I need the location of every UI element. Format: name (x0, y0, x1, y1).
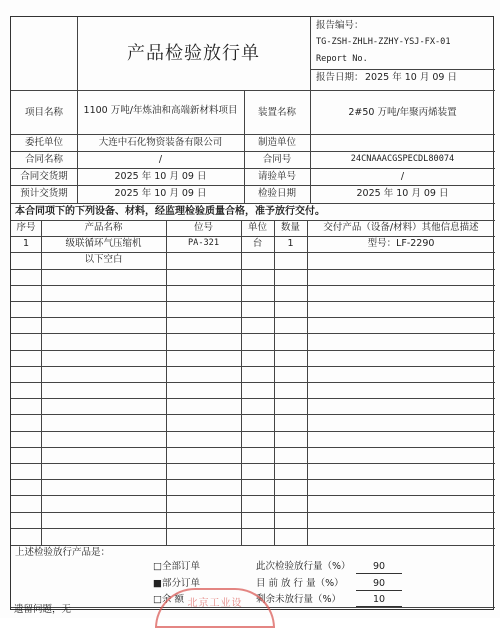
qty-left-value: 10 (372, 594, 386, 605)
table-header-cell: 交付产品（设备/材料）其他信息描述 (323, 222, 479, 233)
request-label: 请验单号 (257, 171, 296, 182)
qty-this-value: 90 (372, 561, 386, 572)
report-date-value: 2025 年 10 月 09 日 (365, 72, 457, 83)
delivery-label: 合同交货期 (20, 171, 68, 182)
table-cell: 以下空白 (84, 254, 123, 266)
option-balance: □余 额 (153, 594, 184, 605)
option-partial-order: ■部分订单 (153, 578, 200, 589)
contract-no-value: 24CNAAACGSPECDL80074 (350, 154, 455, 164)
client-value: 大连中石化物资装备有限公司 (98, 137, 223, 148)
client-label: 委托单位 (24, 137, 63, 148)
inspection-stamp (155, 588, 275, 628)
products-label: 上述检验放行产品是： (15, 547, 111, 558)
stamp-text: 北京工业设 (187, 598, 243, 609)
inspect-value: 2025 年 10 月 09 日 (356, 188, 449, 199)
table-cell: 台 (252, 238, 263, 250)
contract-name-label: 合同名称 (24, 154, 63, 165)
device-label: 装置名称 (257, 107, 296, 118)
release-form (10, 16, 494, 610)
qty-this-label: 此次检验放行量（%） (256, 561, 351, 572)
qty-now-label: 目 前 放 行 量（%） (256, 578, 344, 589)
table-header-cell: 产品名称 (84, 222, 123, 233)
table-cell: 型号：LF-2290 (367, 238, 435, 250)
project-label: 项目名称 (24, 107, 63, 118)
table-header-cell: 位号 (193, 222, 213, 233)
form-title: 产品检验放行单 (127, 43, 260, 64)
table-cell: 1 (22, 238, 30, 250)
remaining-issues-visible: 遗留问题，无 (14, 604, 72, 615)
table-cell: 1 (287, 238, 294, 250)
table-header-cell: 序号 (16, 222, 36, 233)
report-number-label: 报告编号： (316, 20, 364, 31)
project-value: 1100 万吨/年炼油和高端新材料项目 (83, 105, 238, 116)
table-header-cell: 数量 (280, 222, 300, 233)
table-cell: 级联循环气压缩机 (65, 238, 142, 250)
delivery-value: 2025 年 10 月 09 日 (114, 171, 207, 182)
maker-label: 制造单位 (257, 137, 296, 148)
request-value: / (400, 171, 405, 182)
qty-now-value: 90 (372, 578, 386, 589)
planned-label: 预计交货期 (20, 188, 68, 199)
contract-name-value: / (158, 154, 163, 165)
option-all-orders: □全部订单 (153, 561, 200, 572)
contract-no-label: 合同号 (262, 154, 292, 165)
items-table (11, 220, 495, 545)
table-header-cell: 单位 (247, 222, 267, 233)
inspect-label: 检验日期 (257, 188, 296, 199)
report-number-en: Report No. (316, 54, 368, 64)
device-value: 2#50 万吨/年聚丙烯装置 (348, 107, 457, 118)
report-date-label: 报告日期： (316, 72, 364, 83)
planned-value: 2025 年 10 月 09 日 (114, 188, 207, 199)
qty-left-label: 剩余未放行量（%） (256, 594, 342, 605)
report-number-value: TG-ZSH-ZHLH-ZZHY-YSJ-FX-01 (316, 37, 451, 47)
table-cell: PA-321 (187, 238, 220, 249)
release-statement: 本合同项下的下列设备、材料，经监理检验质量合格，准予放行交付。 (15, 206, 325, 217)
